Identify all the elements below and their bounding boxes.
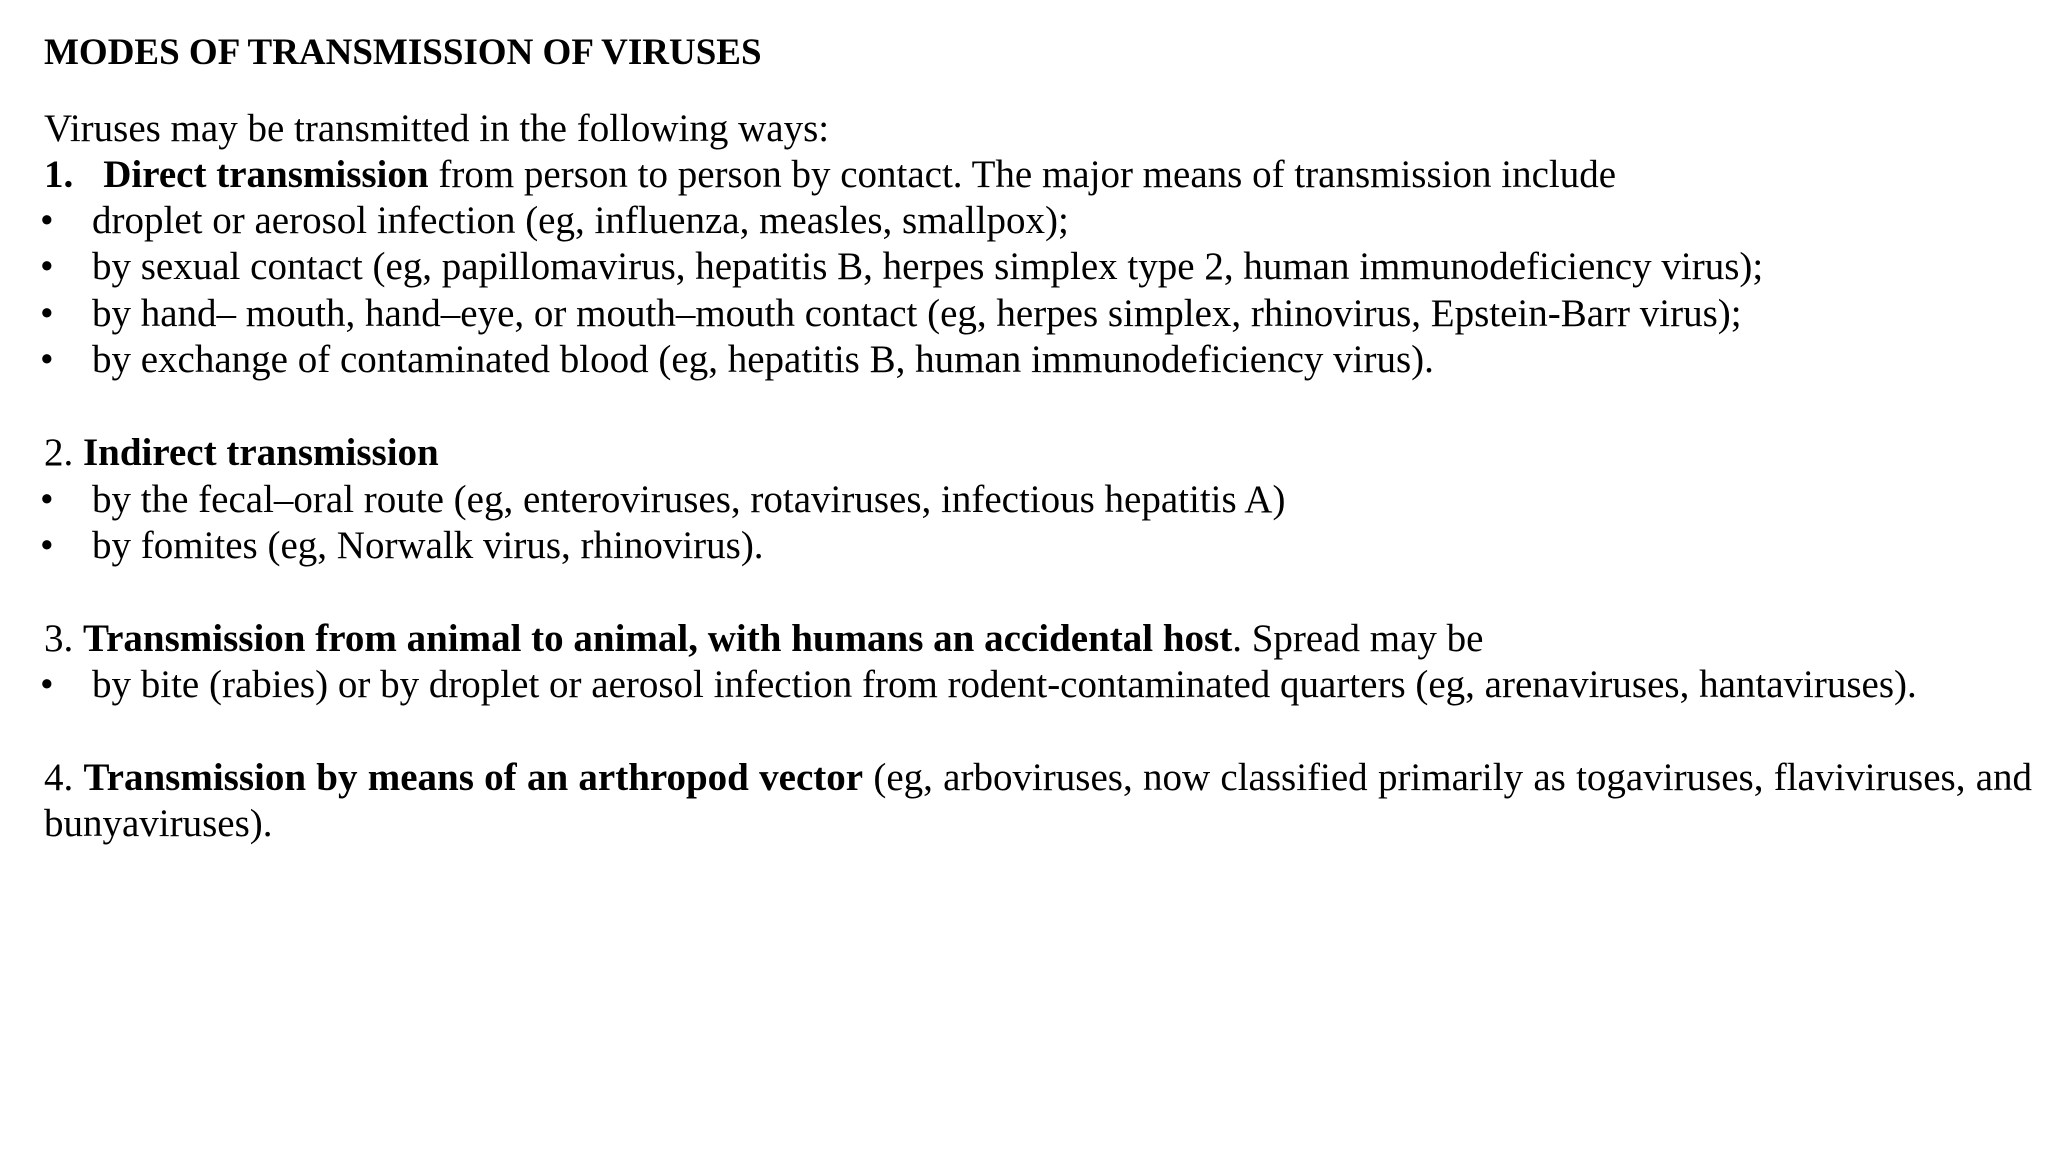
section-3-heading-line [44,616,1483,662]
bullet-marker: • [40,478,54,521]
page-title: MODES OF TRANSMISSION OF VIRUSES [44,32,762,73]
bullet-marker: • [40,245,54,288]
bullet-marker: • [40,524,54,567]
list-item: by bite (rabies) or by droplet or aerosol infection from rodent-contaminated quarters (eg, arenaviruses, hantaviruses). [92,663,1917,706]
section-4-number: 4. [44,756,74,799]
list-item: by hand– mouth, hand–eye, or mouth–mouth contact (eg, herpes simplex, rhinovirus, Epstein-Barr virus); [92,292,1742,335]
list-item: by fomites (eg, Norwalk virus, rhinovirus). [92,524,764,567]
intro-text: Viruses may be transmitted in the following ways: [44,107,830,150]
section-1-number: 1. [44,153,74,196]
list-item: by sexual contact (eg, papillomavirus, hepatitis B, herpes simplex type 2, human immunodeficiency virus); [92,245,1764,288]
section-4-text: (eg, arboviruses, now classified primarily as togaviruses, flaviviruses, and [873,756,2033,799]
bullet-marker: • [40,338,54,381]
section-2-heading: Indirect transmission [83,431,439,474]
bullet-marker: • [40,663,54,706]
section-4-continuation: bunyaviruses). [44,802,273,845]
section-2-number: 2. [44,431,74,474]
bullet-marker: • [40,199,54,242]
section-3-text: . Spread may be [1232,617,1484,660]
list-item: by the fecal–oral route (eg, enteroviruses, rotaviruses, infectious hepatitis A) [92,478,1286,521]
section-1-heading-line [44,152,1616,198]
list-item: droplet or aerosol infection (eg, influenza, measles, smallpox); [92,199,1069,242]
list-item: by exchange of contaminated blood (eg, hepatitis B, human immunodeficiency virus). [92,338,1434,381]
section-2-heading-line [44,430,439,476]
section-3-number: 3. [44,617,74,660]
section-4-heading-line [44,755,2032,801]
bullet-marker: • [40,292,54,335]
section-3-heading: Transmission from animal to animal, with humans an accidental host [83,617,1233,660]
section-1-text: from person to person by contact. The major means of transmission include [438,153,1617,196]
section-1-heading: Direct transmission [103,153,429,196]
section-4-heading: Transmission by means of an arthropod vector [83,756,864,799]
